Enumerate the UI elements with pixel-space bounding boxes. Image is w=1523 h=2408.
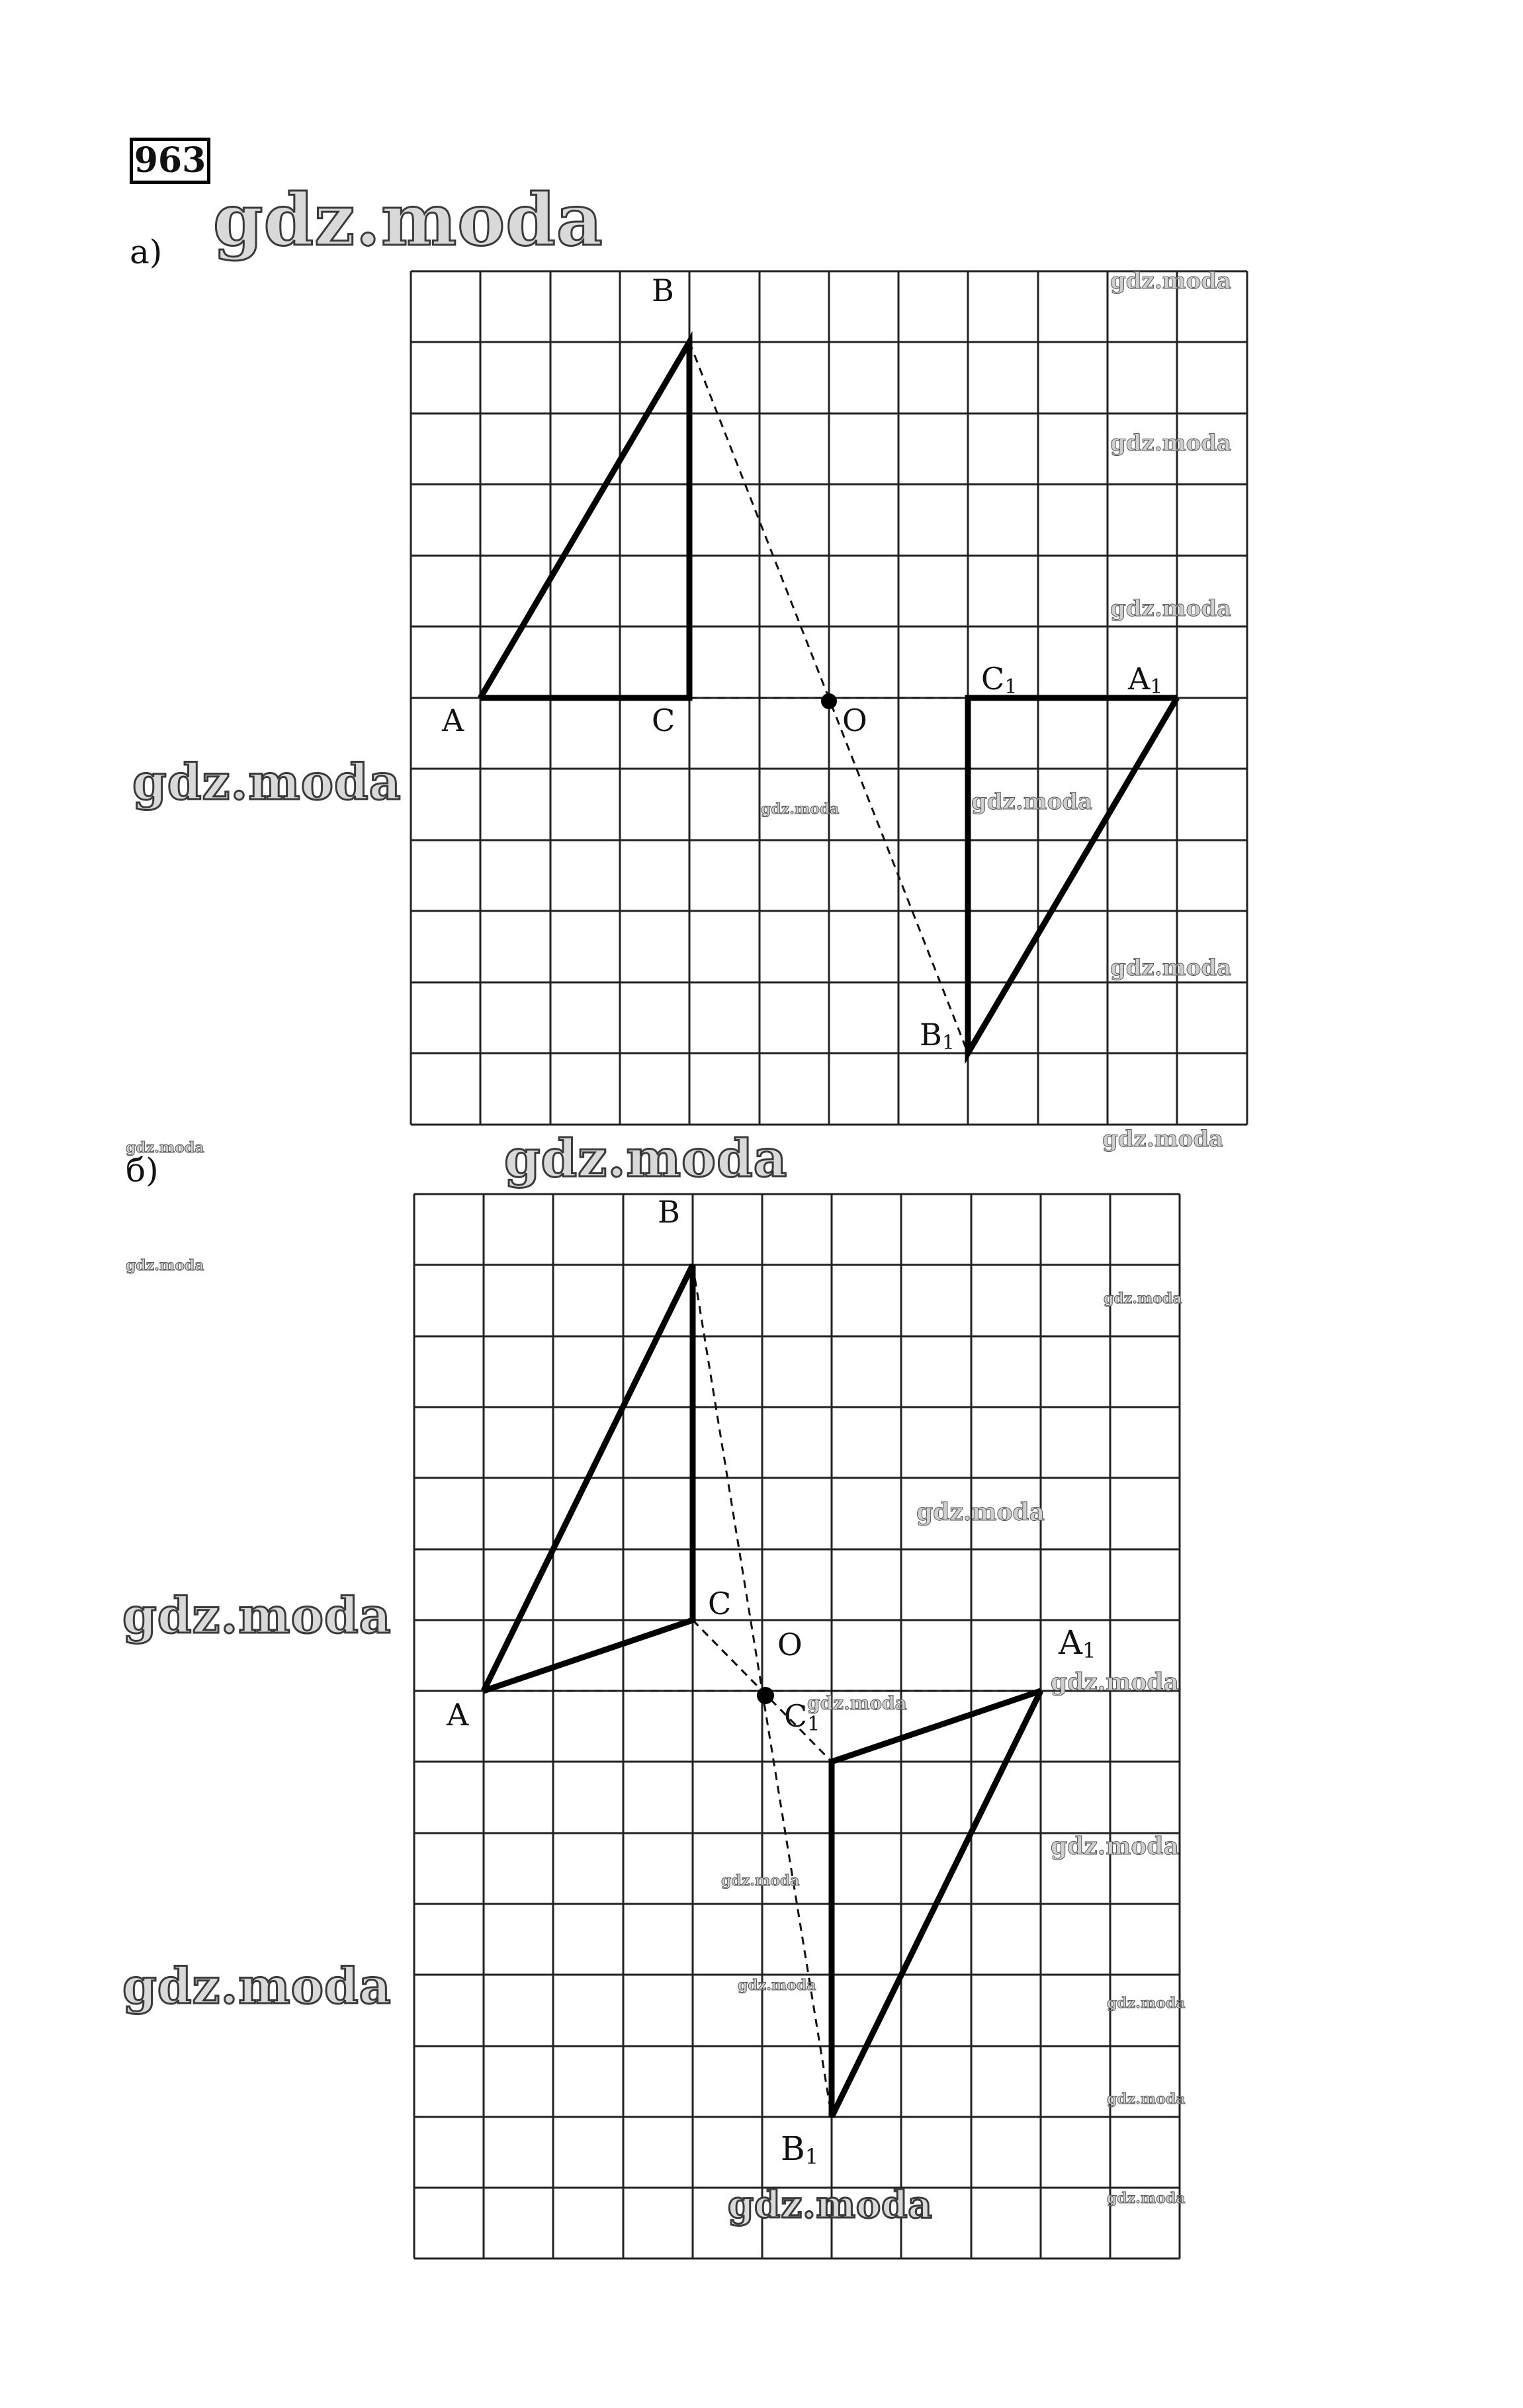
watermark: gdz.moda <box>122 1958 392 2015</box>
label-c-a: C <box>652 703 675 738</box>
watermark: gdz.moda <box>1107 1995 1186 2012</box>
watermark: gdz.moda <box>1051 1832 1179 1860</box>
watermark: gdz.moda <box>504 1129 788 1189</box>
watermark: gdz.moda <box>213 179 603 262</box>
watermark: gdz.moda <box>1107 2190 1186 2207</box>
watermark: gdz.moda <box>721 1872 800 1889</box>
watermark: gdz.moda <box>1107 2090 1186 2108</box>
watermark: gdz.moda <box>1110 595 1232 622</box>
watermark: gdz.moda <box>122 1588 392 1645</box>
watermark: gdz.moda <box>1051 1668 1179 1696</box>
label-o-b: O <box>777 1627 803 1662</box>
label-a-b: A <box>447 1697 469 1733</box>
watermark: gdz.moda <box>1110 430 1232 456</box>
label-b1-a: B1 <box>920 1017 955 1054</box>
label-a1-a: A1 <box>1128 661 1163 699</box>
label-a-a: A <box>442 703 464 738</box>
watermark: gdz.moda <box>738 1977 816 1994</box>
label-c1-b: C1 <box>784 1698 820 1736</box>
watermark: gdz.moda <box>728 2183 933 2227</box>
watermark: gdz.moda <box>1102 1126 1224 1152</box>
watermark: gdz.moda <box>1104 1290 1182 1307</box>
label-c-b: C <box>708 1586 732 1621</box>
watermark: gdz.moda <box>126 1139 204 1156</box>
part-b-label: б) <box>126 1151 159 1189</box>
segment-c-b-b <box>693 1620 762 1691</box>
label-b-a: B <box>652 273 674 308</box>
watermark: gdz.moda <box>971 789 1093 815</box>
label-a1-b: A1 <box>1059 1623 1096 1663</box>
watermark: gdz.moda <box>1110 955 1232 981</box>
watermark: gdz.moda <box>916 1498 1045 1526</box>
label-b1-b: B1 <box>781 2129 819 2169</box>
watermark: gdz.moda <box>807 1692 907 1714</box>
label-c1-a: C1 <box>981 661 1018 699</box>
watermark: gdz.moda <box>761 800 840 818</box>
label-b-b: B <box>658 1194 680 1230</box>
label-o-a: O <box>842 703 867 738</box>
problem-number: 963 <box>130 138 210 184</box>
center-point-o-b <box>757 1687 774 1704</box>
watermark: gdz.moda <box>132 754 402 811</box>
part-a-label: а) <box>130 233 163 271</box>
watermark: gdz.moda <box>126 1257 204 1274</box>
watermark: gdz.moda <box>1110 268 1232 294</box>
